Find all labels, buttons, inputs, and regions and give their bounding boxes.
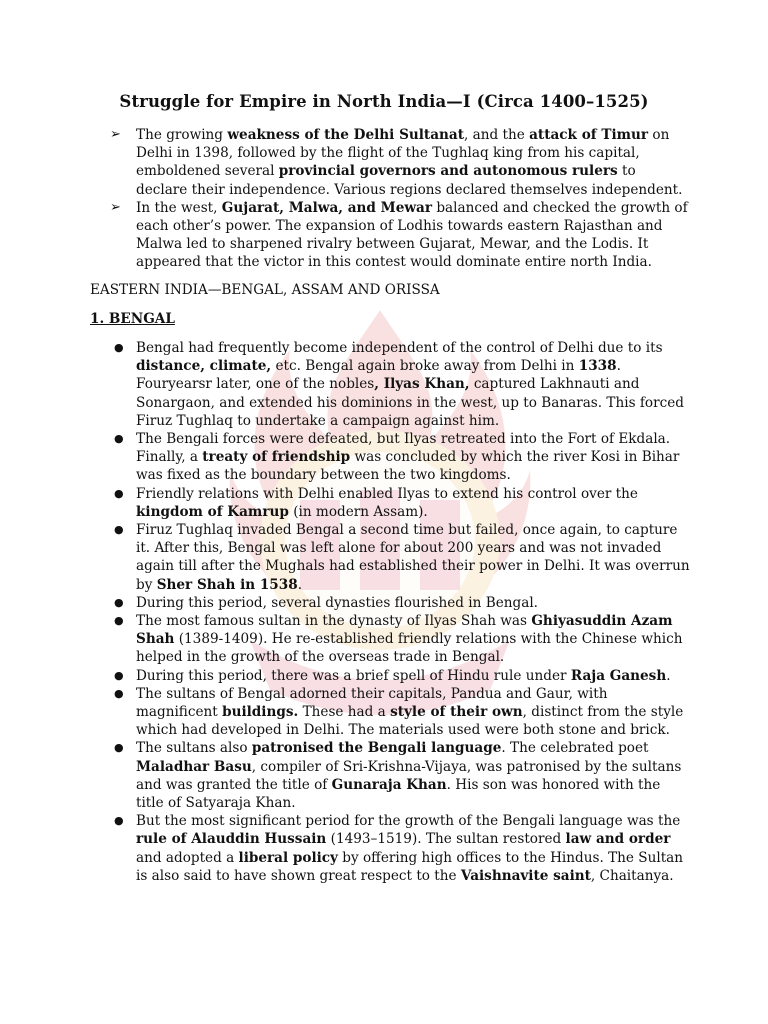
text-run: Firuz Tughlaq invaded Bengal a second time but failed, once again, to capture it. After this, Bengal was left alone for about 200 years and was not invaded again till after the Mughals had established their power in Delhi. It was overrun by <box>136 522 690 593</box>
bengal-point <box>90 430 690 485</box>
section-heading-wrap <box>90 281 690 299</box>
bullet-icon: ● <box>114 741 124 755</box>
arrow-bullet-icon: ➢ <box>110 199 121 215</box>
bullet-icon: ● <box>114 486 124 500</box>
text-run: The growing <box>136 127 228 143</box>
bold-text-run: liberal policy <box>238 849 338 866</box>
text-run: These had a <box>298 704 391 721</box>
bold-text-run: style of their own <box>390 704 523 721</box>
text-run: was concluded by which the river Kosi in Bihar was fixed as the boundary between the two kingdoms. <box>136 449 680 484</box>
bold-text-run: , Ilyas Khan, <box>374 376 470 393</box>
text-run: and adopted a <box>136 849 239 866</box>
bengal-point-text <box>136 595 538 611</box>
text-run: balanced and checked the growth of each other’s power. The expansion of Lodhis towards eastern Rajasthan and Malwa led to sharpened rivalry between Gujarat, Mewar, and the Lodis. It appeared that the victor in this contest would dominate entire north India. <box>136 199 688 271</box>
text-run: The most famous sultan in the dynasty of Ilyas Shah was <box>136 613 532 630</box>
document-title: Struggle for Empire in North India—I (Circa 1400–1525) <box>119 92 649 111</box>
bengal-point-text <box>136 740 681 811</box>
bold-text-run: Gunaraja Khan <box>331 776 447 793</box>
bold-text-run: Raja Ganesh <box>570 667 667 684</box>
bengal-point-text <box>136 686 683 738</box>
text-run: (1493–1519). The sultan restored <box>326 831 566 848</box>
intro-point-text <box>136 127 682 198</box>
text-run: The sultans also <box>136 740 252 757</box>
bold-text-run: Vaishnavite saint <box>460 867 591 884</box>
text-run: to declare their independence. Various regions declared themselves independent. <box>136 163 683 198</box>
text-run: , compiler of Sri-Krishna-Vijaya, was patronised by the sultans and was granted the title of <box>136 758 682 793</box>
bold-text-run: provincial governors and autonomous rulers <box>278 163 618 180</box>
bold-text-run: distance, climate, <box>136 358 272 375</box>
bullet-icon: ● <box>114 523 124 537</box>
bullet-icon: ● <box>114 814 124 828</box>
text-run: by offering high offices to the Hindus. The Sultan is also said to have shown great respect to the <box>136 849 684 884</box>
bold-text-run: rule of Alauddin Hussain <box>136 831 327 848</box>
text-run: , Chaitanya. <box>590 867 674 884</box>
intro-point <box>90 126 690 199</box>
bullet-icon: ● <box>114 614 124 628</box>
bold-text-run: weakness of the Delhi Sultanat <box>227 127 464 143</box>
subsection-heading-wrap <box>90 310 690 328</box>
bold-text-run: treaty of friendship <box>202 449 351 466</box>
text-run: . <box>666 667 671 684</box>
bold-text-run: 1338 <box>578 358 617 375</box>
text-run: Bengal had frequently become independent of the control of Delhi due to its <box>136 340 663 356</box>
bold-text-run: patronised the Bengali language <box>251 740 502 757</box>
text-run: on Delhi in 1398, followed by the flight of the Tughlaq king from his capital, emboldened several <box>136 127 670 180</box>
subsection-heading: 1. BENGAL <box>90 311 175 327</box>
bullet-icon: ● <box>114 686 124 700</box>
bold-text-run: buildings. <box>222 704 299 721</box>
text-run: The Bengali forces were defeated, but Ilyas retreated into the Fort of Ekdala. Finally, a <box>136 431 671 466</box>
bengal-point <box>90 485 690 521</box>
bullet-icon: ● <box>114 595 124 609</box>
intro-list <box>90 126 690 272</box>
text-run: , and the <box>464 127 530 143</box>
bengal-point-text <box>136 613 683 665</box>
bullet-icon: ● <box>114 432 124 446</box>
text-run: . The celebrated poet <box>501 740 649 757</box>
bengal-point-text <box>136 813 683 884</box>
bold-text-run: attack of Timur <box>529 127 649 143</box>
text-run: , distinct from the style which had developed in Delhi. The materials used were both stone and brick. <box>136 704 684 739</box>
text-run: During this period, there was a brief spell of Hindu rule under <box>136 667 571 684</box>
bengal-point <box>90 739 690 812</box>
text-run: captured Lakhnauti and Sonargaon, and extended his dominions in the west, up to Banaras. This forced Firuz Tughlaq to undertake a campaign against him. <box>136 376 684 429</box>
bengal-list <box>90 339 690 885</box>
bengal-point-text <box>136 431 679 483</box>
bold-text-run: kingdom of Kamrup <box>136 503 289 520</box>
bengal-point <box>90 812 690 885</box>
bold-text-run: Sher Shah in 1538 <box>156 576 298 593</box>
bengal-point <box>90 594 690 612</box>
bold-text-run: Ghiyasuddin Azam Shah <box>136 613 673 648</box>
bengal-section <box>90 339 690 885</box>
text-run: (1389-1409). He re-established friendly relations with the Chinese which helped in the growth of the overseas trade in Bengal. <box>136 631 683 666</box>
bengal-point-text <box>136 340 684 429</box>
text-run: In the west, <box>136 199 222 216</box>
text-run: . His son was honored with the title of Satyaraja Khan. <box>136 776 661 812</box>
bullet-icon: ● <box>114 341 124 354</box>
bold-text-run: Maladhar Basu <box>136 758 252 775</box>
intro-point-text <box>136 200 688 271</box>
bengal-point <box>90 685 690 740</box>
bengal-point-text <box>136 486 638 520</box>
bengal-point-text <box>136 522 690 593</box>
text-run: During this period, several dynasties flourished in Bengal. <box>136 594 538 611</box>
bold-text-run: Gujarat, Malwa, and Mewar <box>221 199 433 216</box>
bold-text-run: law and order <box>565 831 671 848</box>
text-run: The sultans of Bengal adorned their capitals, Pandua and Gaur, with magnificent <box>136 685 608 721</box>
text-run: . Fouryearsr later, one of the nobles <box>136 358 621 393</box>
bengal-point <box>90 339 690 430</box>
arrow-bullet-icon: ➢ <box>110 127 121 142</box>
intro-section <box>90 126 690 272</box>
bengal-point <box>90 612 690 667</box>
bengal-point <box>90 521 690 594</box>
text-run: But the most significant period for the growth of the Bengali language was the <box>136 813 681 830</box>
text-run: Friendly relations with Delhi enabled Ilyas to extend his control over the <box>136 485 638 502</box>
bullet-icon: ● <box>114 668 124 682</box>
bengal-point-text <box>136 668 671 684</box>
bengal-point <box>90 667 690 685</box>
text-run: . <box>297 576 303 593</box>
text-run: etc. Bengal again broke away from Delhi in <box>271 358 579 375</box>
section-heading: EASTERN INDIA—BENGAL, ASSAM AND ORISSA <box>90 282 440 298</box>
text-run: (in modern Assam). <box>288 503 428 520</box>
intro-point <box>90 199 690 272</box>
